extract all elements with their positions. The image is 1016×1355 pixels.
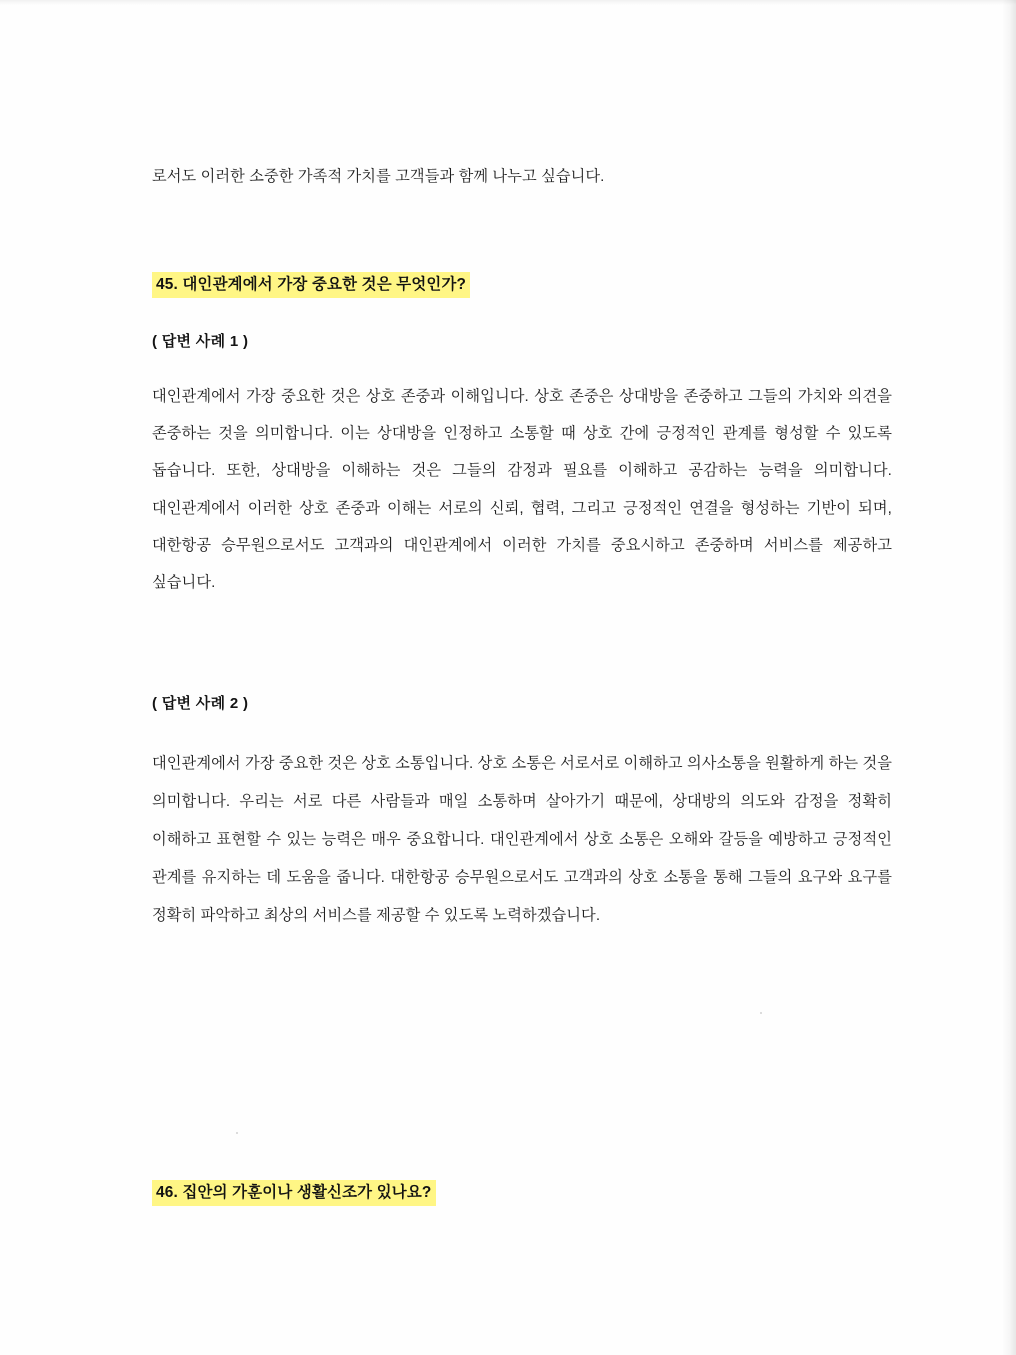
page-content (152, 0, 892, 1355)
answer-2-label: ( 답변 사례 2 ) (152, 695, 249, 712)
question-45-heading: 45. 대인관계에서 가장 중요한 것은 무엇인가? (152, 272, 470, 298)
answer-1-text: 대인관계에서 가장 중요한 것은 상호 존중과 이해입니다. 상호 존중은 상대방을 존중하고 그들의 가치와 의견을 존중하는 것을 의미합니다. 이는 상대방을 인정하고 소통할 때 상호 간에 긍정적인 관계를 형성할 수 있도록 돕습니다. 또한, 상대방을 이해하는 것은 그들의 감정과 필요를 이해하고 공감하는 능력을 의미합니다. 대인관계에서 이러한 상호 존중과 이해는 서로의 신뢰, 협력, 그리고 긍정적인 연결을 형성하는 기반이 되며, 대한항공 승무원으로서도 고객과의 대인관계에서 이러한 가치를 중요시하고 존중하며 서비스를 제공하고 싶습니다. (152, 388, 892, 592)
answer-2-text: 대인관계에서 가장 중요한 것은 상호 소통입니다. 상호 소통은 서로서로 이해하고 의사소통을 원활하게 하는 것을 의미합니다. 우리는 서로 다른 사람들과 매일 소통하며 살아가기 때문에, 상대방의 의도와 감정을 정확히 이해하고 표현할 수 있는 능력은 매우 중요합니다. 대인관계에서 상호 소통은 오해와 갈등을 예방하고 긍정적인 관계를 유지하는 데 도움을 줍니다. 대한항공 승무원으로서도 고객과의 상호 소통을 통해 그들의 요구와 요구를 정확히 파악하고 최상의 서비스를 제공할 수 있도록 노력하겠습니다. (152, 755, 892, 924)
question-45-heading-wrapper (152, 272, 470, 298)
scan-speck (236, 1132, 238, 1134)
answer-1-label: ( 답변 사례 1 ) (152, 333, 249, 350)
question-46-heading-wrapper (152, 1180, 436, 1206)
continued-paragraph: 로서도 이러한 소중한 가족적 가치를 고객들과 함께 나누고 싶습니다. (152, 168, 605, 185)
question-46-heading: 46. 집안의 가훈이나 생활신조가 있나요? (152, 1180, 436, 1206)
scan-speck (760, 1012, 762, 1014)
